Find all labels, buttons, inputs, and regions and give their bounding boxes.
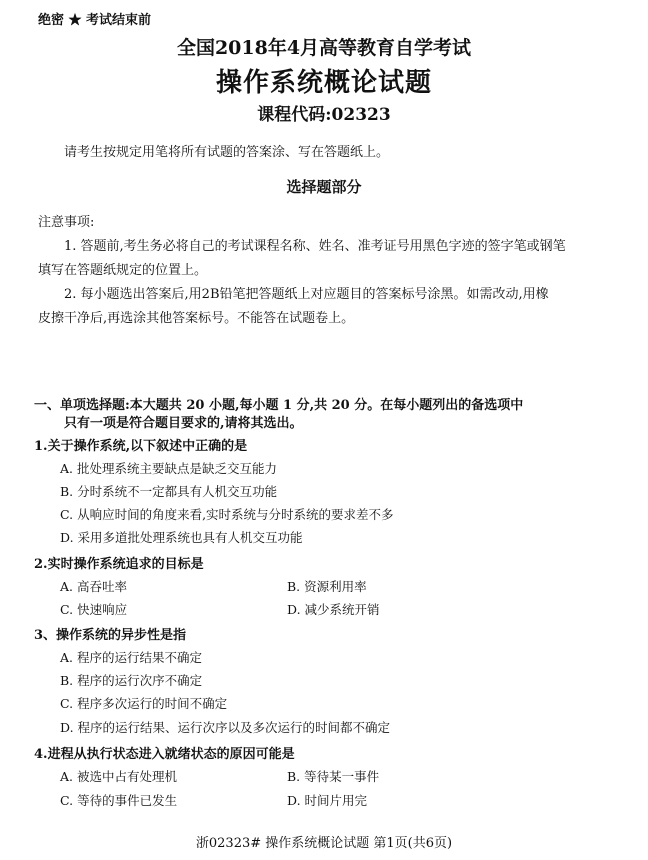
confidential-label: 绝密 ★ 考试结束前 (38, 13, 152, 28)
note-line: 皮擦干净后,再选涂其他答案标号。不能答在试题卷上。 (38, 311, 355, 326)
option: A. 被选中占有处理机 (60, 769, 177, 784)
question-stem: 1.关于操作系统,以下叙述中正确的是 (34, 439, 248, 454)
option: B. 程序的运行次序不确定 (60, 673, 203, 688)
option: B. 资源利用率 (287, 579, 367, 594)
note-line: 1. 答题前,考生务必将自己的考试课程名称、姓名、准考证号用黑色字迹的签字笔或钢笔 (64, 239, 566, 254)
option: C. 快速响应 (60, 602, 128, 617)
option: B. 分时系统不一定都具有人机交互功能 (60, 484, 278, 499)
answer-instruction: 请考生按规定用笔将所有试题的答案涂、写在答题纸上。 (64, 145, 390, 160)
option: A. 批处理系统主要缺点是缺乏交互能力 (60, 461, 277, 476)
question-stem: 3、操作系统的异步性是指 (34, 628, 187, 643)
part-heading-cont: 只有一项是符合题目要求的,请将其选出。 (64, 416, 303, 431)
option: D. 采用多道批处理系统也具有人机交互功能 (60, 530, 303, 545)
option: B. 等待某一事件 (287, 769, 380, 784)
option: A. 高吞吐率 (60, 579, 127, 594)
option: D. 时间片用完 (287, 793, 368, 808)
question-stem: 2.实时操作系统追求的目标是 (34, 557, 204, 572)
note-line: 2. 每小题选出答案后,用2B铅笔把答题纸上对应题目的答案标号涂黑。如需改动,用橡 (64, 287, 549, 302)
exam-title: 全国2018年4月高等教育自学考试 (176, 37, 472, 59)
question-stem: 4.进程从执行状态进入就绪状态的原因可能是 (34, 747, 295, 762)
course-code: 课程代码:02323 (257, 105, 391, 125)
part-heading: 一、单项选择题:本大题共 20 小题,每小题 1 分,共 20 分。在每小题列出的备选项中 (34, 398, 524, 413)
option: C. 等待的事件已发生 (60, 793, 178, 808)
option: C. 从响应时间的角度来看,实时系统与分时系统的要求差不多 (60, 507, 394, 522)
option: C. 程序多次运行的时间不确定 (60, 696, 228, 711)
notes-heading: 注意事项: (38, 215, 95, 230)
note-line: 填写在答题纸规定的位置上。 (38, 263, 208, 278)
paper-title: 操作系统概论试题 (215, 68, 432, 98)
option: A. 程序的运行结果不确定 (60, 650, 202, 665)
option: D. 程序的运行结果、运行次序以及多次运行的时间都不确定 (60, 720, 391, 735)
section-title: 选择题部分 (286, 178, 362, 196)
page-footer: 浙02323# 操作系统概论试题 第1页(共6页) (195, 836, 453, 851)
option: D. 减少系统开销 (287, 602, 380, 617)
